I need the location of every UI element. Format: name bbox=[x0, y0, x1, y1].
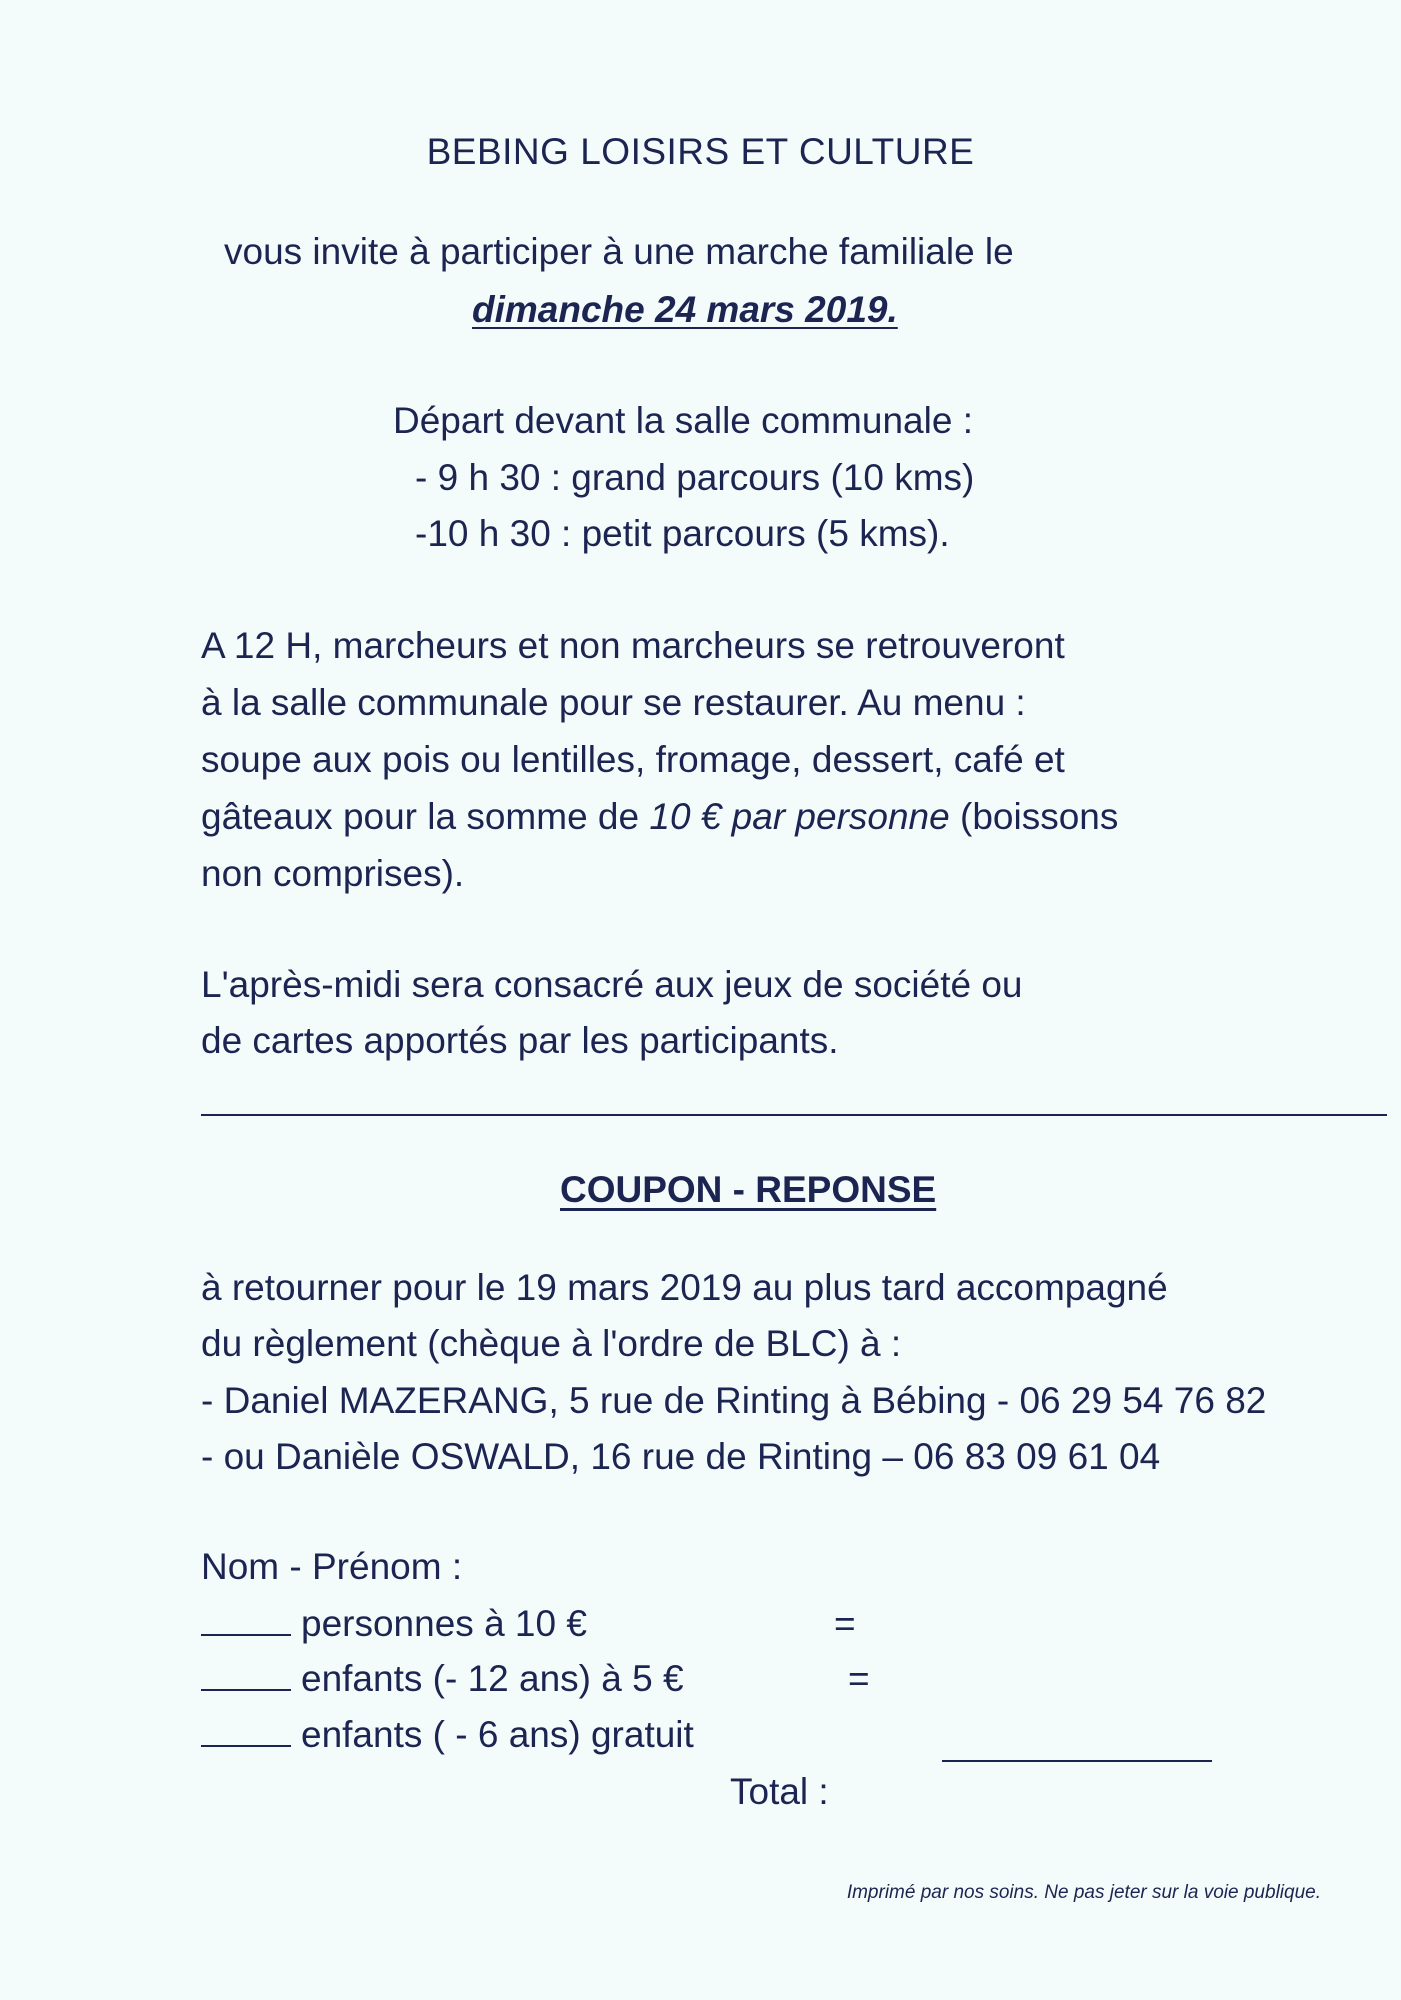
meal-line-2: à la salle communale pour se restaurer. Au menu : bbox=[201, 682, 1026, 723]
toddlers-row bbox=[201, 1713, 694, 1757]
adults-row bbox=[201, 1602, 587, 1646]
toddlers-label: enfants ( - 6 ans) gratuit bbox=[301, 1714, 694, 1755]
meal-price: 10 € par personne bbox=[649, 796, 950, 837]
coupon-title: COUPON - REPONSE bbox=[560, 1169, 937, 1210]
adults-equals: = bbox=[834, 1603, 856, 1644]
short-route: -10 h 30 : petit parcours (5 kms). bbox=[415, 513, 950, 554]
return-line-1: à retourner pour le 19 mars 2019 au plus tard accompagné bbox=[201, 1267, 1168, 1308]
meal-line-5: non comprises). bbox=[201, 853, 465, 894]
total-amount-blank bbox=[942, 1760, 1212, 1762]
meal-line-4 bbox=[201, 795, 1118, 839]
adults-label: personnes à 10 € bbox=[301, 1603, 587, 1644]
invite-line: vous invite à participer à une marche familiale le bbox=[224, 231, 1014, 272]
meal-line-3: soupe aux pois ou lentilles, fromage, dessert, café et bbox=[201, 739, 1065, 780]
children-row bbox=[201, 1657, 684, 1701]
footer-note: Imprimé par nos soins. Ne pas jeter sur la voie publique. bbox=[846, 1882, 1321, 1903]
contact-daniel: - Daniel MAZERANG, 5 rue de Rinting à Bébing - 06 29 54 76 82 bbox=[201, 1380, 1267, 1421]
afternoon-line-2: de cartes apportés par les participants. bbox=[201, 1020, 839, 1061]
children-equals: = bbox=[848, 1658, 870, 1699]
meal-line-4-end: (boissons bbox=[949, 796, 1119, 837]
toddlers-count-blank bbox=[201, 1717, 291, 1747]
meal-line-1: A 12 H, marcheurs et non marcheurs se retrouveront bbox=[201, 625, 1065, 666]
adults-count-blank bbox=[201, 1606, 291, 1636]
long-route: - 9 h 30 : grand parcours (10 kms) bbox=[415, 457, 975, 498]
meal-line-4-start: gâteaux pour la somme de bbox=[201, 796, 650, 837]
children-label: enfants (- 12 ans) à 5 € bbox=[301, 1658, 684, 1699]
children-count-blank bbox=[201, 1661, 291, 1691]
departure-heading: Départ devant la salle communale : bbox=[393, 400, 973, 441]
cut-line-divider bbox=[201, 1114, 1387, 1116]
return-line-2: du règlement (chèque à l'ordre de BLC) à : bbox=[201, 1323, 902, 1364]
organization-title: BEBING LOISIRS ET CULTURE bbox=[426, 131, 975, 172]
afternoon-line-1: L'après-midi sera consacré aux jeux de société ou bbox=[201, 964, 1023, 1005]
event-date: dimanche 24 mars 2019. bbox=[472, 289, 898, 330]
total-label: Total : bbox=[730, 1771, 829, 1812]
name-label: Nom - Prénom : bbox=[201, 1546, 463, 1587]
contact-daniele: - ou Danièle OSWALD, 16 rue de Rinting – 06 83 09 61 04 bbox=[201, 1436, 1161, 1477]
